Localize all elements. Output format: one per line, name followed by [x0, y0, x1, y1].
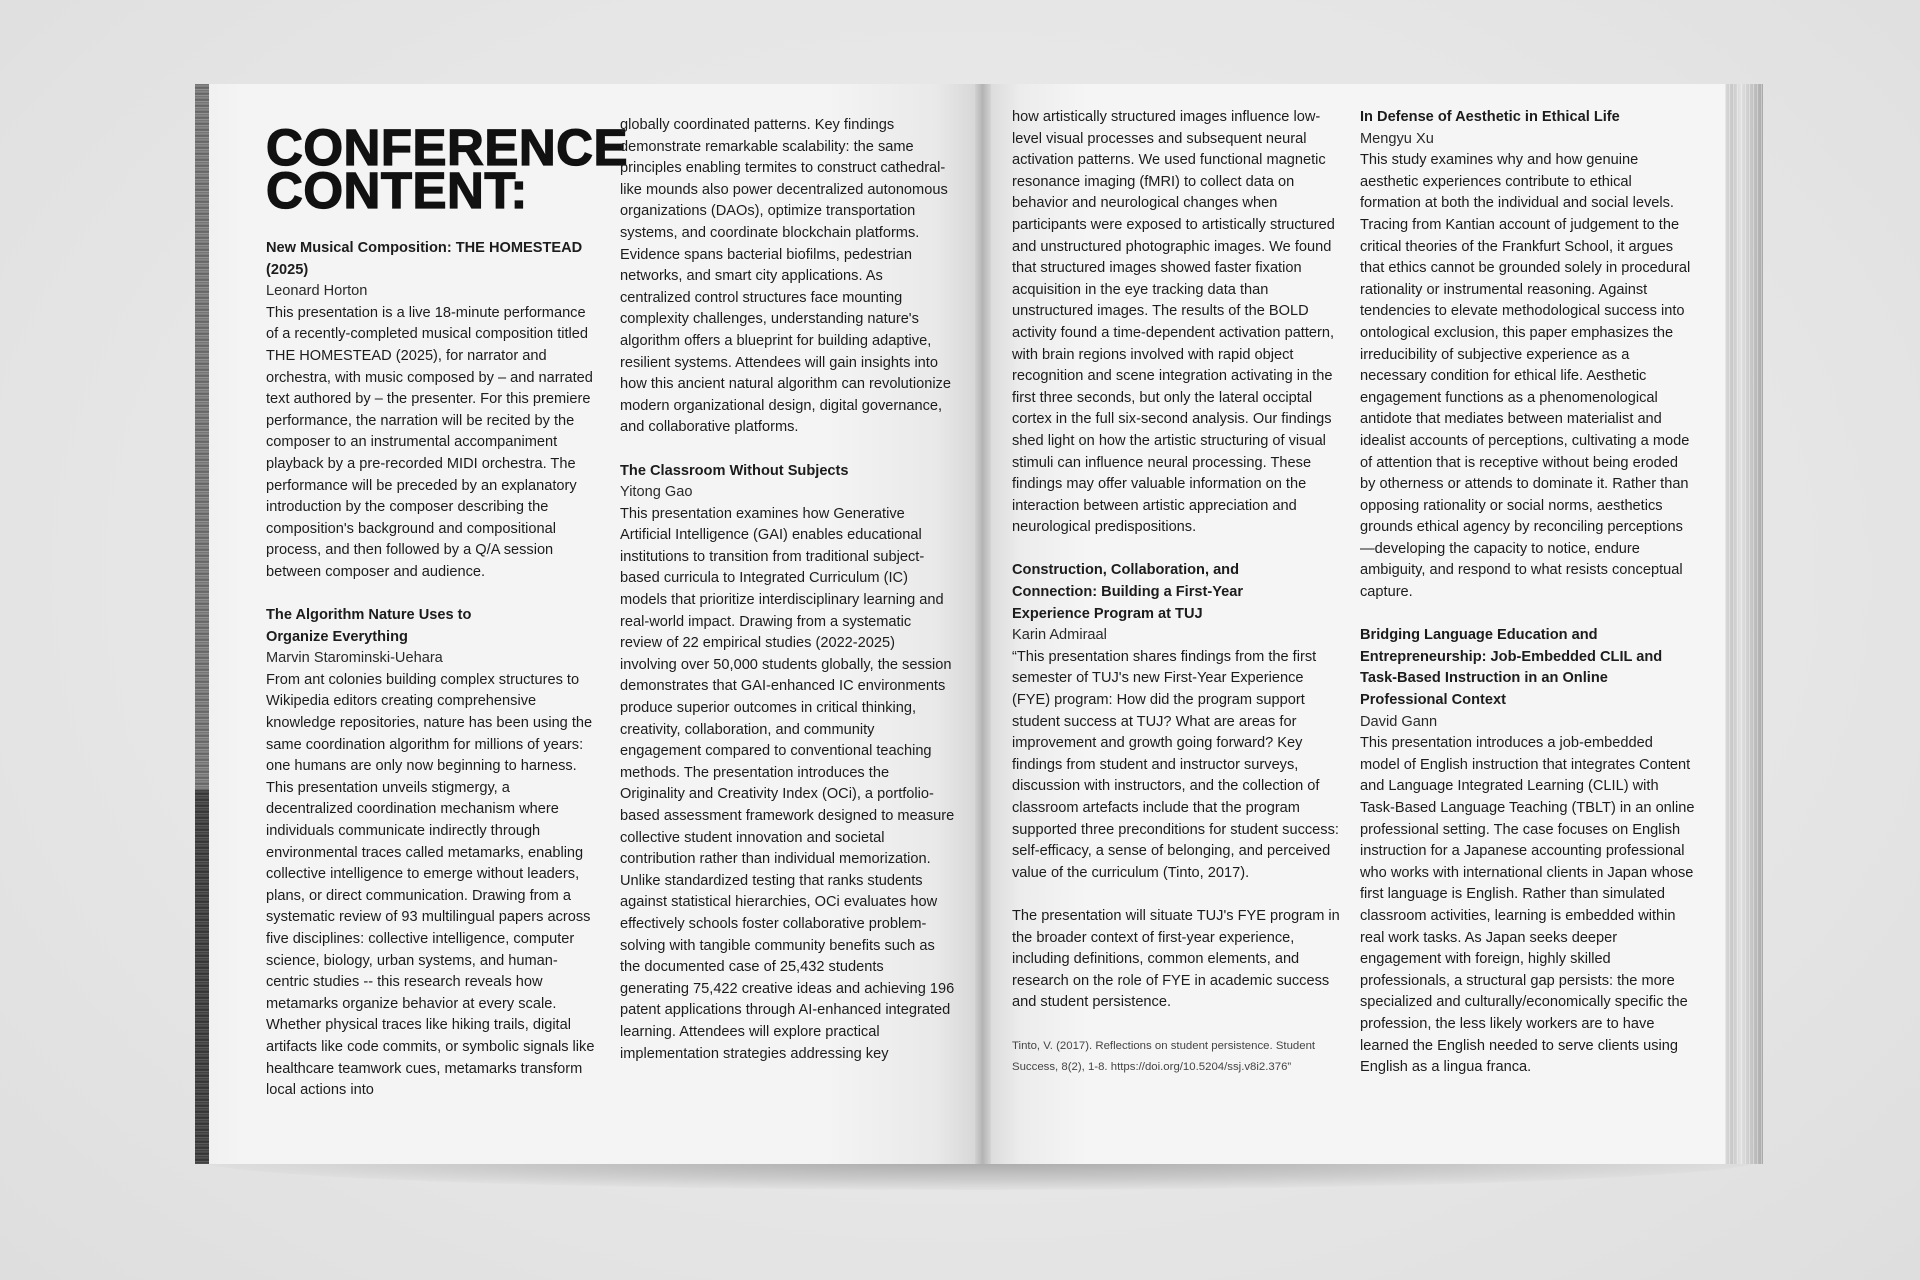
article-classroom-without-subjects — [620, 461, 955, 1066]
article-body: This presentation introduces a job-embedded model of English instruction that integrates Content and Language Integrated Learning (CLIL) with Task-Based Language Teaching (TBLT) in an online professional setting. The case focuses on English instruction for a Japanese accounting professional who works with international clients in Japan whose first language is English. Rather than simulated classroom activities, learning is embedded within real work tasks. As Japan seeks deeper engagement with foreign, highly skilled professionals, a structural gap persists: the more specialized and culturally/economically specific the profession, the less likely workers are to have learned the English needed to serve clients using English as a lingua franca. — [1360, 735, 1695, 1076]
article-homestead — [266, 238, 599, 584]
article-title: Construction, Collaboration, and Connection: Building a First-Year Experience Program at TUJ — [1012, 562, 1244, 622]
article-aesthetic-ethical-life — [1360, 107, 1696, 604]
article-title: The Classroom Without Subjects — [620, 462, 849, 479]
article-body: This presentation is a live 18-minute performance of a recently-completed musical composition titled THE HOMESTEAD (2025), for narrator and orchestra, with music composed by – and narrated text authored by – the presenter. For this premiere performance, the narration will be recited by the composer to an instrumental accompaniment playback by a pre-recorded MIDI orchestra. The performance will be preceded by an explanatory introduction by the composer describing the composition's background and compositional process, and then followed by a Q/A session between composer and audience. — [266, 304, 593, 580]
article-author: Leonard Horton — [266, 283, 368, 300]
article-author: Marvin Starominski-Uehara — [266, 650, 443, 667]
column-2 — [620, 115, 955, 1065]
article-title: In Defense of Aesthetic in Ethical Life — [1360, 109, 1620, 125]
column-3 — [1012, 107, 1342, 1079]
article-body-continued: globally coordinated patterns. Key findings demonstrate remarkable scalability: the same principles enabling termites to construct cathedral-like mounds also power decentralized autonomous organizations (DAOs), optimize transportation systems, and coordinate blockchain platforms. Evidence spans bacterial biofilms, pedestrian networks, and smart city applications. As centralized control structures face mounting complexity challenges, understanding nature's algorithm offers a blueprint for building adaptive, resilient systems. Attendees will gain insights into how this ancient natural algorithm can revolutionize modern organizational design, digital governance, and collaborative platforms. — [620, 117, 951, 436]
article-bridging-language-education — [1360, 625, 1696, 1078]
column-1 — [266, 119, 629, 1102]
left-page-edge-shade — [195, 790, 209, 1164]
citation: Tinto, V. (2017). Reflections on student persistence. Student Success, 8(2), 1-8. https://doi.org/10.5204/ssj.v8i2.376” — [1012, 1039, 1316, 1074]
article-algorithm-nature — [266, 605, 599, 1102]
book-gutter — [975, 84, 991, 1164]
article-body: This presentation examines how Generative Artificial Intelligence (GAI) enables educational institutions to transition from traditional subject-based curricula to Integrated Curriculum (IC) models that prioritize interdisciplinary learning and real-world impact. Drawing from a systematic review of 22 empirical studies (2022-2025) involving over 50,000 students globally, the session demonstrates that GAI-enhanced IC environments produce superior outcomes in critical thinking, creativity, collaboration, and community engagement compared to conventional teaching methods. The presentation introduces the Originality and Creativity Index (OCi), a portfolio-based assessment framework designed to measure collective student innovation and societal contribution rather than individual memorization. Unlike standardized testing that ranks students against statistical hierarchies, OCi evaluates how effectively schools foster collaborative problem-solving with tangible community benefits such as the documented case of 25,432 students generating 75,422 creative ideas and achieving 196 patent applications through AI-enhanced integrated learning. Attendees will explore practical implementation strategies addressing key — [620, 505, 955, 1062]
right-page-edge-lines — [1725, 84, 1763, 1164]
article-first-year-experience — [1012, 560, 1342, 1078]
page-heading: CONFERENCE CONTENT: — [266, 119, 629, 219]
article-body: From ant colonies building complex structures to Wikipedia editors creating comprehensive knowledge repositories, nature has been using the same coordination algorithm for millions of years: one humans are only now beginning to harness. This presentation unveils stigmergy, a decentralized coordination mechanism where individuals communicate indirectly through environmental traces called metamarks, enabling collective intelligence to emerge without leaders, plans, or direct communication. Drawing from a systematic review of 93 multilingual papers across five disciplines: collective intelligence, computer science, biology, urban systems, and human-centric studies -- this research reveals how metamarks organize behavior at every scale. Whether physical traces like hiking trails, digital artifacts like code commits, or symbolic signals like healthcare teamwork cues, metamarks transform local actions into — [266, 671, 595, 1099]
article-author: Mengyu Xu — [1360, 130, 1434, 147]
article-body: This study examines why and how genuine aesthetic experiences contribute to ethical formation at both the individual and social levels. Tracing from Kantian account of judgement to the critical theories of the Frankfurt School, it argues that ethics cannot be grounded solely in procedural rationality or instrumental reasoning. Against tendencies to elevate methodological success into ontological exclusion, this paper emphasizes the irreducibility of subjective experience as a necessary condition for ethical life. Aesthetic engagement functions as a phenomenological antidote that mediates between materialist and idealist accounts of perceptions, cultivating a mode of attention that is receptive without being eroded by otherness or attends to dominate it. Rather than opposing rationality or social norms, aesthetics grounds ethical agency by reconciling perceptions—developing the capacity to notice, endure ambiguity, and respond to what resists conceptual capture. — [1360, 152, 1691, 601]
article-author: Karin Admiraal — [1012, 627, 1107, 644]
article-title: The Algorithm Nature Uses to Organize Everything — [266, 607, 472, 645]
article-author: David Gann — [1360, 713, 1438, 730]
article-title: New Musical Composition: THE HOMESTEAD (2025) — [266, 240, 583, 278]
article-body: “This presentation shares findings from the first semester of TUJ's new First-Year Experience (FYE) program: How did the program support student success at TUJ? What are areas for improvement and growth going forward? Key findings from student and instructor surveys, discussion with instructors, and the collection of classroom artefacts include that the program supported three preconditions for student success: self-efficacy, a sense of belonging, and perceived value of the curriculum (Tinto, 2017). — [1012, 648, 1339, 881]
column-4 — [1360, 107, 1696, 1079]
article-body-paragraph-2: The presentation will situate TUJ's FYE program in the broader context of first-year experience, including definitions, common elements, and research on the role of FYE in academic success and student persistence. — [1012, 907, 1340, 1011]
article-title: Bridging Language Education and Entrepreneurship: Job-Embedded CLIL and Task-Based Instruction in an Online Professional Context — [1360, 627, 1663, 709]
article-author: Yitong Gao — [620, 484, 693, 501]
article-body-continued: how artistically structured images influence low-level visual processes and subsequent neural activation patterns. We used functional magnetic resonance imaging (fMRI) to collect data on behavior and neurological changes when participants were exposed to artistically structured and unstructured photographic images. We found that structured images showed faster fixation acquisition in the eye tracking data than unstructured images. The results of the BOLD activity found a time-dependent activation pattern, with brain regions involved with rapid object recognition and scene integration activating in the first three seconds, but only the lateral occiptal cortex in the full six-second analysis. Our findings shed light on how the artistic structuring of visual stimuli can influence neural processing. These findings may offer valuable information on the interaction between artistic appreciation and neurological predispositions. — [1012, 109, 1335, 536]
